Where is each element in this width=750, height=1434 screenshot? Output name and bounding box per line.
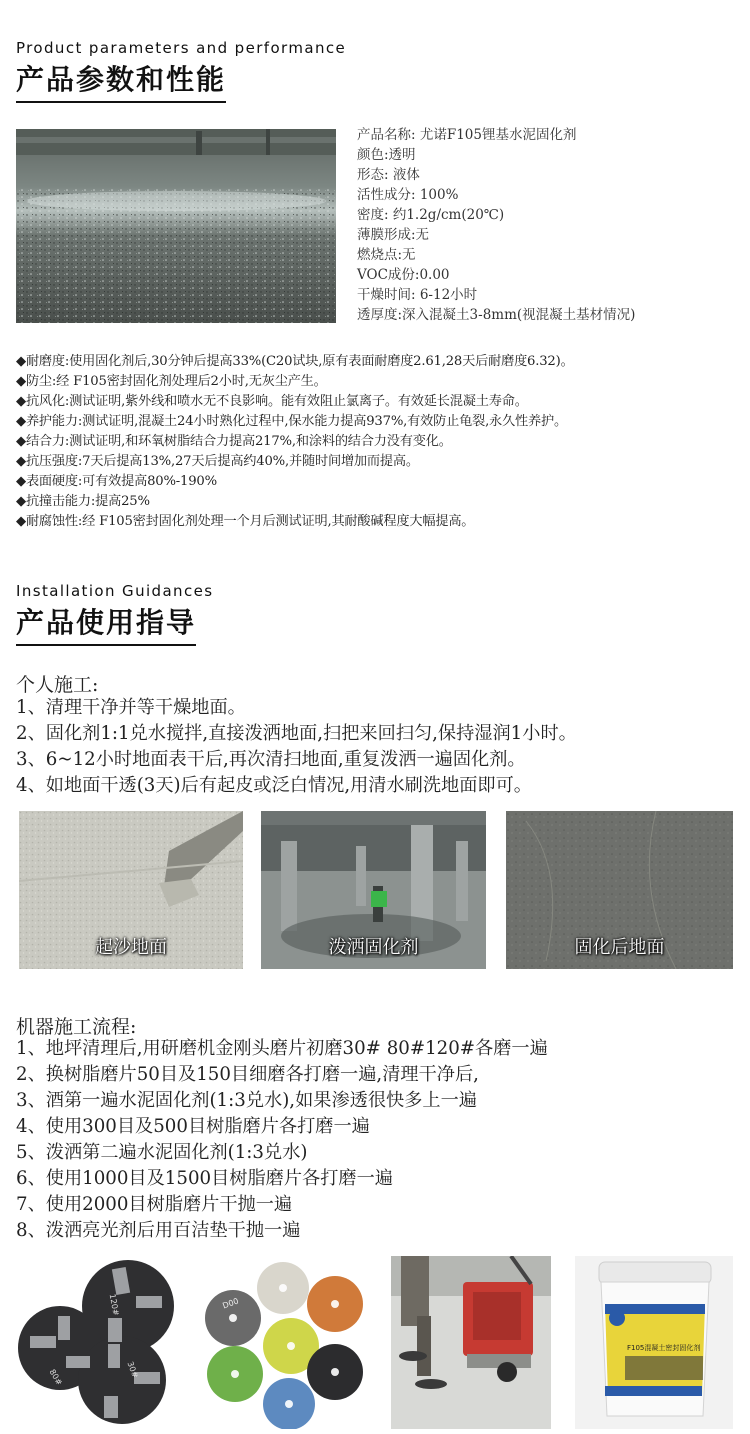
step-item: 1、地坪清理后,用研磨机金刚头磨片初磨30# 80#120#各磨一遍: [16, 1038, 548, 1059]
feature-item: ◆抗风化:测试证明,紫外线和喷水无不良影响。能有效阻止氯离子。有效延长混凝土寿命。: [16, 394, 528, 409]
photo-caption: 固化后地面: [574, 937, 665, 958]
photo-caption: 起沙地面: [95, 937, 167, 958]
feature-item: ◆耐腐蚀性:经 F105密封固化剂处理一个月后测试证明,其耐酸碱程度大幅提高。: [16, 514, 475, 529]
step-item: 4、使用300目及500目树脂磨片各打磨一遍: [16, 1116, 370, 1137]
spec-item: 活性成分: 100%: [357, 187, 459, 203]
spec-item: 颜色:透明: [357, 147, 416, 163]
feature-item: ◆表面硬度:可有效提高80%-190%: [16, 474, 217, 489]
personal-steps-list: [16, 695, 577, 799]
cured-floor-photo: [506, 811, 733, 969]
step-item: 3、6~12小时地面表干后,再次清扫地面,重复泼洒一遍固化剂。: [16, 749, 526, 770]
step-item: 7、使用2000目树脂磨片干抛一遍: [16, 1194, 293, 1215]
step-item: 6、使用1000目及1500目树脂磨片各打磨一遍: [16, 1168, 393, 1189]
feature-item: ◆结合力:测试证明,和环氧树脂结合力提高217%,和涂料的结合力没有变化。: [16, 434, 452, 449]
spec-item: 产品名称: 尤诺F105锂基水泥固化剂: [357, 127, 577, 143]
spec-item: 薄膜形成:无: [357, 227, 430, 243]
personal-steps-title: 个人施工:: [16, 674, 99, 696]
disc-label: 80#: [47, 1367, 64, 1387]
spec-item: 干燥时间: 6-12小时: [357, 287, 478, 303]
section-en-title: Product parameters and performance: [16, 39, 347, 57]
step-item: 2、换树脂磨片50目及150目细磨各打磨一遍,清理干净后,: [16, 1064, 479, 1085]
step-item: 5、泼洒第二遍水泥固化剂(1:3兑水): [16, 1142, 308, 1163]
section-cn-title: 产品使用指导: [16, 601, 196, 646]
spec-item: VOC成份:0.00: [357, 267, 450, 283]
polished-floor-photo: [16, 129, 336, 323]
grinding-machine-photo: [391, 1256, 551, 1429]
spraying-photo: [261, 811, 486, 969]
machine-steps-list: [16, 1036, 548, 1244]
spec-item: 透厚度:深入混凝土3-8mm(视混凝土基材情况): [357, 307, 636, 323]
spec-item: 形态: 液体: [357, 167, 420, 183]
bucket-label: F105混凝土密封固化剂: [627, 1344, 701, 1352]
sandy-floor-photo: [19, 811, 243, 969]
feature-item: ◆抗压强度:7天后提高13%,27天后提高约40%,并随时间增加而提高。: [16, 454, 419, 469]
polishing-pads-photo: [195, 1256, 372, 1429]
feature-item: ◆养护能力:测试证明,混凝土24小时熟化过程中,保水能力提高937%,有效防止龟裂,永久性养护。: [16, 414, 567, 429]
step-item: 8、泼洒亮光剂后用百洁垫干抛一遍: [16, 1220, 301, 1241]
step-item: 4、如地面干透(3天)后有起皮或泛白情况,用清水刷洗地面即可。: [16, 775, 532, 796]
step-item: 3、酒第一遍水泥固化剂(1:3兑水),如果渗透很快多上一遍: [16, 1090, 477, 1111]
machine-steps-title: 机器施工流程:: [16, 1016, 137, 1038]
photo-caption: 泼洒固化剂: [328, 937, 419, 958]
diamond-grinding-discs-photo: [16, 1256, 177, 1429]
disc-label: 120#: [107, 1293, 121, 1317]
step-item: 2、固化剂1:1兑水搅拌,直接泼洒地面,扫把来回扫匀,保持湿润1小时。: [16, 723, 577, 744]
feature-list: [16, 352, 750, 532]
feature-item: ◆耐磨度:使用固化剂后,30分钟后提高33%(C20试块,原有表面耐磨度2.61,28天后耐磨度6.32)。: [16, 354, 574, 369]
step-item: 1、清理干净并等干燥地面。: [16, 697, 246, 718]
feature-item: ◆防尘:经 F105密封固化剂处理后2小时,无灰尘产生。: [16, 374, 327, 389]
pad-label: D00: [221, 1296, 240, 1311]
curing-agent-bucket-photo: [575, 1256, 733, 1429]
feature-item: ◆抗撞击能力:提高25%: [16, 494, 150, 509]
section-en-title: Installation Guidances: [16, 582, 214, 600]
spec-list: [357, 125, 747, 325]
section-cn-title: 产品参数和性能: [16, 58, 226, 103]
spec-item: 密度: 约1.2g/cm(20℃): [357, 207, 505, 223]
disc-label: 30#: [125, 1360, 140, 1380]
spec-item: 燃烧点:无: [357, 247, 416, 263]
